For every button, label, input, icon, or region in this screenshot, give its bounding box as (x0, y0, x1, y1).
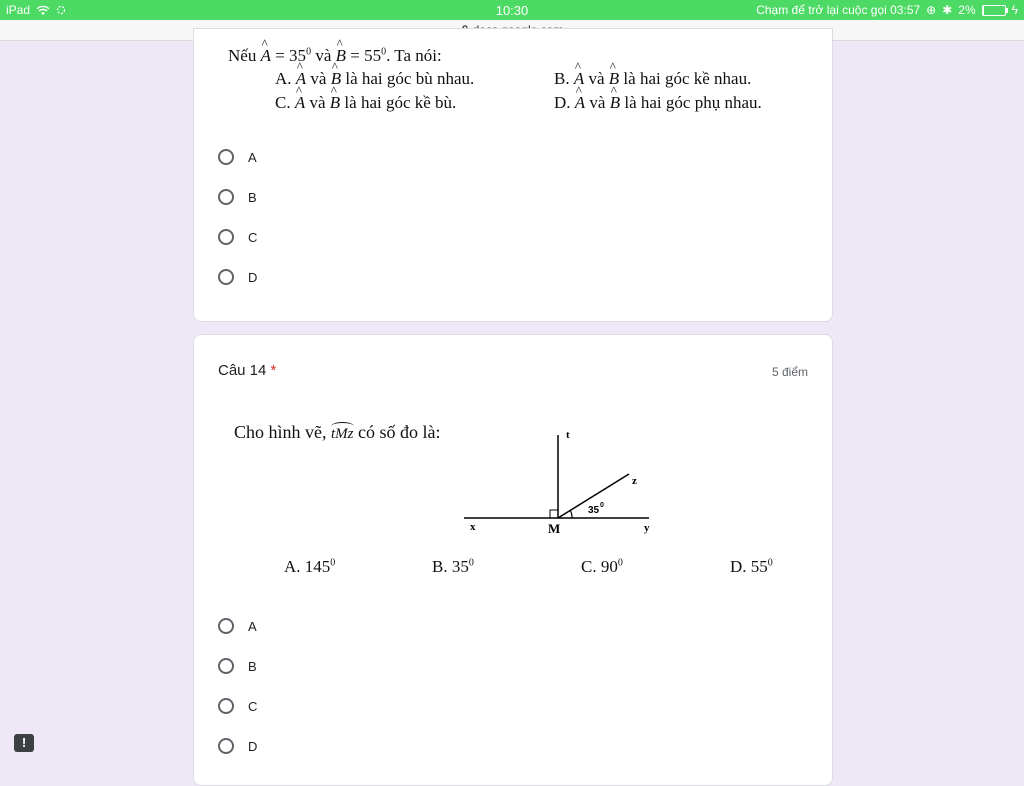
question-14-card (193, 334, 833, 786)
bluetooth-icon: ✱ (942, 3, 952, 17)
q14-choice-a: A. $145^0$ (284, 557, 335, 577)
radio-button[interactable] (218, 229, 234, 245)
q14-choice-c: C. $90^0$ (581, 557, 623, 577)
label-y: y (644, 522, 650, 534)
q14-prompt: Cho hình vẽ, tMz có số đo là: (234, 422, 441, 443)
angle-b: ^ B (336, 46, 346, 66)
question-title: Câu 14 * (218, 362, 276, 379)
q13-option-c[interactable]: C (218, 226, 257, 248)
angle-a: ^ A (261, 46, 271, 66)
angle-figure (464, 423, 664, 538)
q14-option-c[interactable]: C (218, 695, 257, 717)
angle-degree-label: 0 (600, 502, 604, 509)
q13-choice-c: C. ^ A và ^ B là hai góc kề bù. (275, 93, 456, 113)
right-angle-mark (550, 510, 558, 518)
radio-button[interactable] (218, 149, 234, 165)
angle-arc (570, 510, 572, 518)
q13-choice-a: A. ^ A và ^ B là hai góc bù nhau. (275, 69, 474, 89)
return-to-call-banner[interactable]: Chạm để trở lại cuộc gọi 03:57 (756, 3, 920, 17)
q13-option-d[interactable]: D (218, 266, 257, 288)
q13-choice-b: B. ^ A và ^ B là hai góc kề nhau. (554, 69, 751, 89)
orientation-lock-icon: ⊕ (926, 3, 936, 17)
q14-choice-d: D. $55^0$ (730, 557, 773, 577)
required-asterisk: * (271, 362, 277, 379)
feedback-button[interactable]: ! (14, 734, 34, 752)
q14-choice-b: B. $35^0$ (432, 557, 474, 577)
angle-value-label: 35 (588, 505, 600, 516)
label-t: t (566, 429, 570, 441)
q14-option-b[interactable]: B (218, 655, 257, 677)
q13-choice-d: D. ^ A và ^ B là hai góc phụ nhau. (554, 93, 762, 113)
label-m: M (548, 521, 560, 536)
points-label: 5 điểm (772, 365, 808, 379)
q14-option-a[interactable]: A (218, 615, 257, 637)
q13-option-a[interactable]: A (218, 146, 257, 168)
device-name: iPad (6, 3, 30, 17)
charging-icon: ϟ (1012, 3, 1018, 17)
radio-button[interactable] (218, 698, 234, 714)
radio-button[interactable] (218, 189, 234, 205)
question-13-card (193, 28, 833, 322)
status-time: 10:30 (0, 3, 1024, 18)
angle-tmz: tMz (331, 426, 354, 443)
q14-option-d[interactable]: D (218, 735, 257, 757)
radio-button[interactable] (218, 738, 234, 754)
q13-statement: Nếu ^ $A = 35^0$ và ^ $B = 55^0$. Ta nói: (228, 46, 442, 66)
label-z: z (632, 475, 637, 487)
radio-button[interactable] (218, 269, 234, 285)
radio-button[interactable] (218, 658, 234, 674)
q13-option-b[interactable]: B (218, 186, 257, 208)
radio-button[interactable] (218, 618, 234, 634)
ios-status-bar (0, 0, 1024, 20)
label-x: x (470, 521, 476, 533)
battery-percent: 2% (958, 3, 975, 17)
battery-icon (982, 5, 1006, 16)
